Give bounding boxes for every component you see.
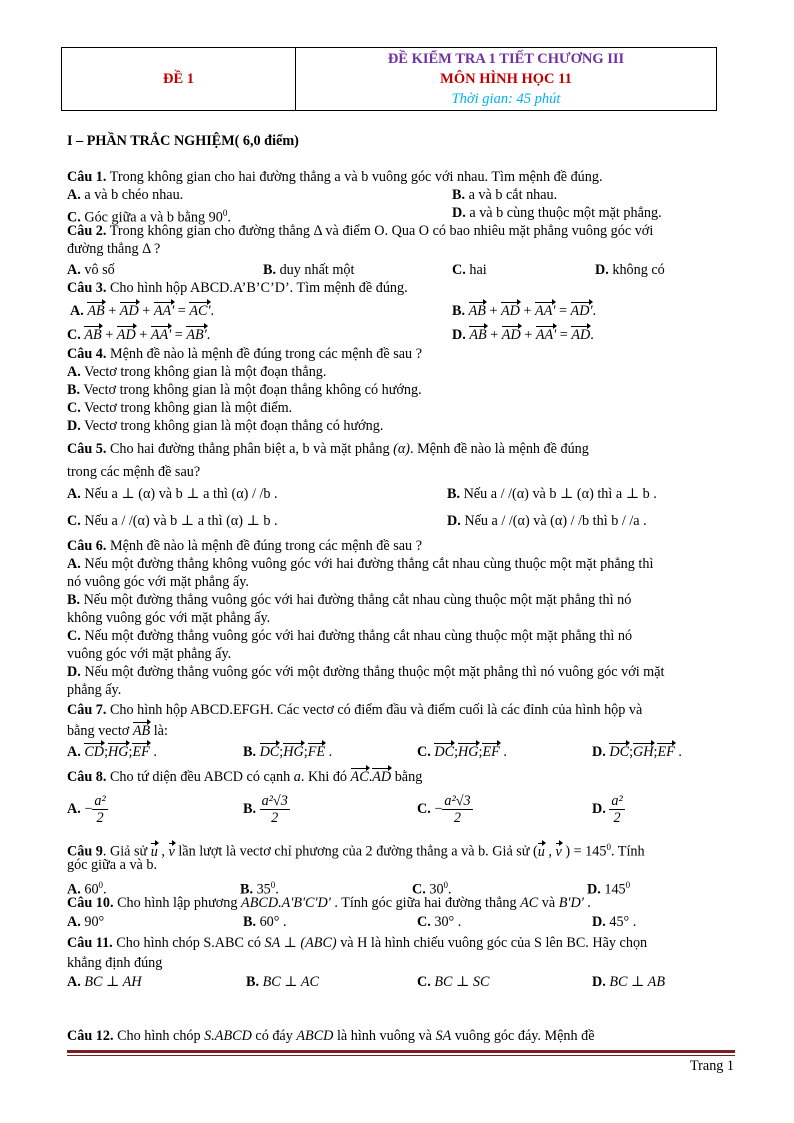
time-limit: Thời gian: 45 phút bbox=[451, 91, 561, 107]
q11-option-d: D. BC ⊥ AB bbox=[592, 974, 665, 990]
footer-rule-thick bbox=[67, 1050, 735, 1053]
q5-option-c: C. Nếu a / /(α) và b ⊥ a thì (α) ⊥ b . bbox=[67, 513, 278, 529]
exam-code: ĐỀ 1 bbox=[62, 48, 296, 110]
q6-option-c-cont: vuông góc với mặt phẳng ấy. bbox=[67, 646, 232, 662]
question-7: Câu 7. Cho hình hộp ABCD.EFGH. Các vectơ có điểm đầu và điểm cuối là các đỉnh của hình hộp và bbox=[67, 702, 643, 718]
question-9-cont: góc giữa a và b. bbox=[67, 857, 158, 873]
q10-option-d: D. 45° . bbox=[592, 914, 637, 930]
q1-option-d: D. a và b cùng thuộc một mặt phẳng. bbox=[452, 205, 662, 221]
q11-option-c: C. BC ⊥ SC bbox=[417, 974, 490, 990]
exam-title-block bbox=[296, 48, 716, 110]
q7-option-a: A. CD;HG;EF . bbox=[67, 744, 157, 760]
q10-option-a: A. 90° bbox=[67, 914, 105, 930]
q4-option-c: C. Vectơ trong không gian là một điểm. bbox=[67, 400, 293, 416]
q6-option-d-cont: phẳng ấy. bbox=[67, 682, 122, 698]
question-6: Câu 6. Mệnh đề nào là mệnh đề đúng trong các mệnh đề sau ? bbox=[67, 538, 422, 554]
q6-option-a: A. Nếu một đường thẳng không vuông góc với hai đường thẳng cắt nhau cùng thuộc một mặt phẳng thì bbox=[67, 556, 654, 572]
q9-option-a: A. $60^0$. bbox=[67, 880, 107, 898]
question-9: Câu 9. Giả sử u , v lần lượt là vectơ chỉ phương của 2 đường thẳng a và b. Giả sử (u , v ) = $145^0$. Tính bbox=[67, 842, 645, 860]
q7-option-b: B. DC;HG;FE . bbox=[243, 744, 333, 760]
question-10: Câu 10. Cho hình lập phương ABCD.A'B'C'D' . Tính góc giữa hai đường thẳng AC và B'D' . bbox=[67, 895, 591, 911]
question-2-cont: đường thẳng Δ ? bbox=[67, 241, 161, 257]
q5-option-a: A. Nếu a ⊥ (α) và b ⊥ a thì (α) / /b . bbox=[67, 486, 278, 502]
question-4: Câu 4. Mệnh đề nào là mệnh đề đúng trong các mệnh đề sau ? bbox=[67, 346, 422, 362]
q8-option-c: C. − $\frac{\text{a²√3}}{2}$ bbox=[417, 793, 471, 827]
q5-option-d: D. Nếu a / /(α) và (α) / /b thì b / /a . bbox=[447, 513, 647, 529]
q4-option-b: B. Vectơ trong không gian là một đoạn thẳng không có hướng. bbox=[67, 382, 422, 398]
question-1: Câu 1. Trong không gian cho hai đường thẳng a và b vuông góc với nhau. Tìm mệnh đề đúng. bbox=[67, 169, 603, 185]
q6-option-d: D. Nếu một đường thẳng vuông góc với một đường thẳng thuộc một mặt phẳng thì nó vuông góc với mặt bbox=[67, 664, 665, 680]
q7-option-c: C. DC;HG;EF . bbox=[417, 744, 507, 760]
q8-option-b: B. $\frac{\text{a²√3}}{2}$ bbox=[243, 793, 288, 827]
q3-option-c: C. AB + AD + AA' = AB'. bbox=[67, 327, 211, 343]
q2-option-c: C. hai bbox=[452, 262, 487, 278]
question-5: Câu 5. Cho hai đường thẳng phân biệt a, b và mặt phẳng (α). Mệnh đề nào là mệnh đề đúng bbox=[67, 441, 589, 457]
section-heading: I – PHẦN TRẮC NGHIỆM( 6,0 điểm) bbox=[67, 133, 299, 149]
q6-option-b-cont: không vuông góc với mặt phẳng ấy. bbox=[67, 610, 271, 626]
q10-option-c: C. 30° . bbox=[417, 914, 462, 930]
question-8: Câu 8. Cho tứ diện đều ABCD có cạnh a. Khi đó AC.AD bằng bbox=[67, 769, 423, 785]
question-3: Câu 3. Cho hình hộp ABCD.A’B’C’D’. Tìm mệnh đề đúng. bbox=[67, 280, 408, 296]
q8-option-d: D. $\frac{\text{a²}}{2}$ bbox=[592, 793, 623, 827]
q4-option-a: A. Vectơ trong không gian là một đoạn thẳng. bbox=[67, 364, 327, 380]
question-12: Câu 12. Cho hình chóp S.ABCD có đáy ABCD là hình vuông và SA vuông góc đáy. Mệnh đề bbox=[67, 1028, 595, 1044]
q11-option-a: A. BC ⊥ AH bbox=[67, 974, 142, 990]
q4-option-d: D. Vectơ trong không gian là một đoạn thẳng có hướng. bbox=[67, 418, 384, 434]
page-number: Trang 1 bbox=[690, 1058, 735, 1074]
q6-option-b: B. Nếu một đường thẳng vuông góc với hai đường thẳng cắt nhau cùng thuộc một mặt phẳng thì nó bbox=[67, 592, 632, 608]
q2-option-d: D. không có bbox=[595, 262, 665, 278]
subject-title: MÔN HÌNH HỌC 11 bbox=[440, 71, 572, 87]
q2-option-a: A. vô số bbox=[67, 262, 115, 278]
question-11-cont: khẳng định đúng bbox=[67, 955, 163, 971]
footer-rule-thin bbox=[67, 1055, 735, 1056]
question-2: Câu 2. Trong không gian cho đường thẳng Δ và điểm O. Qua O có bao nhiêu mặt phẳng vuông góc với bbox=[67, 223, 654, 239]
question-5-cont: trong các mệnh đề sau? bbox=[67, 464, 201, 480]
question-7-cont: bằng vectơ AB là: bbox=[67, 723, 168, 739]
q11-option-b: B. BC ⊥ AC bbox=[246, 974, 320, 990]
q9-option-c: C. $30^0$. bbox=[412, 880, 452, 898]
q7-option-d: D. DC;GH;EF . bbox=[592, 744, 682, 760]
q3-option-d: D. AB + AD + AA' = AD. bbox=[452, 327, 594, 343]
q6-option-a-cont: nó vuông góc với mặt phẳng ấy. bbox=[67, 574, 249, 590]
q8-option-a: A. − $\frac{\text{a²}}{2}$ bbox=[67, 793, 106, 827]
q10-option-b: B. 60° . bbox=[243, 914, 287, 930]
q6-option-c: C. Nếu một đường thẳng vuông góc với hai đường thẳng cắt nhau cùng thuộc một mặt phẳng thì nó bbox=[67, 628, 633, 644]
q9-option-d: D. $145^0$ bbox=[587, 880, 631, 898]
q1-option-a: A. a và b chéo nhau. bbox=[67, 187, 184, 203]
q1-option-c: C. Góc giữa a và b bằng $90^0$. bbox=[67, 208, 231, 226]
question-11: Câu 11. Cho hình chóp S.ABC có SA ⊥ (ABC) và H là hình chiếu vuông góc của S lên BC. Hãy chọn bbox=[67, 935, 648, 951]
q3-option-a: A. AB + AD + AA' = AC'. bbox=[70, 303, 215, 319]
exam-title: ĐỀ KIỂM TRA 1 TIẾT CHƯƠNG III bbox=[387, 51, 625, 67]
q9-option-b: B. $35^0$. bbox=[240, 880, 279, 898]
exam-header bbox=[61, 47, 717, 111]
q3-option-b: B. AB + AD + AA' = AD'. bbox=[452, 303, 597, 319]
q1-option-b: B. a và b cắt nhau. bbox=[452, 187, 558, 203]
q2-option-b: B. duy nhất một bbox=[263, 262, 355, 278]
q5-option-b: B. Nếu a / /(α) và b ⊥ (α) thì a ⊥ b . bbox=[447, 486, 657, 502]
